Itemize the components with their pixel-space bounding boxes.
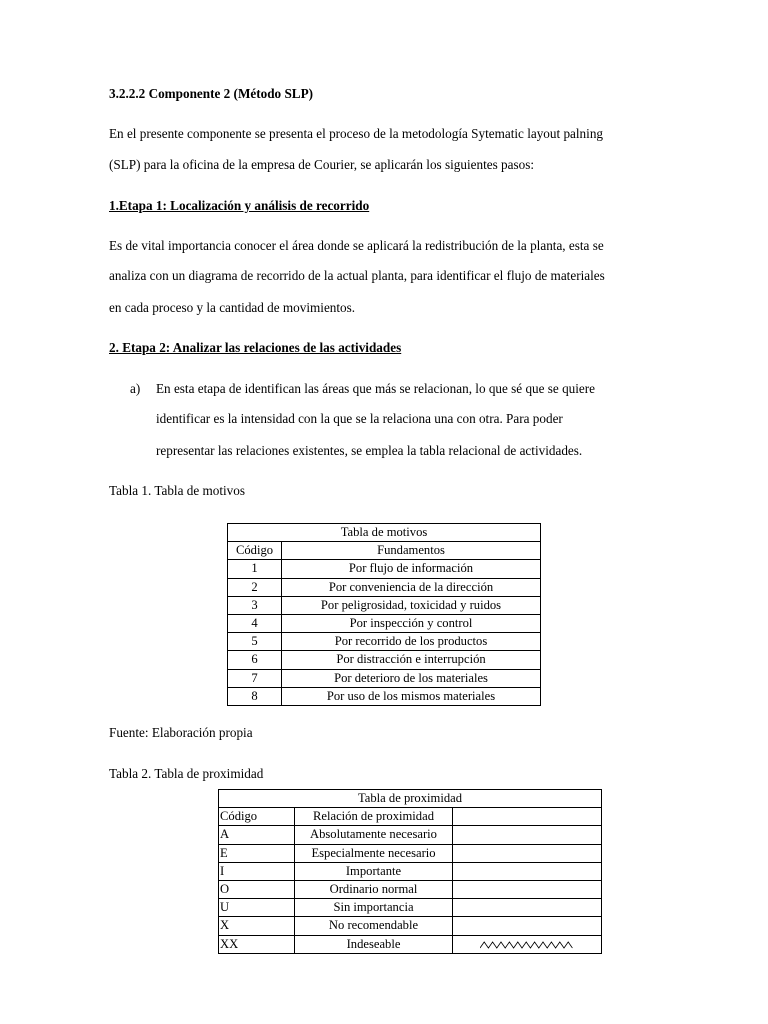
proximidad-relacion: Indeseable xyxy=(295,935,453,953)
motivo-code: 5 xyxy=(228,633,282,651)
motivos-header-codigo: Código xyxy=(228,542,282,560)
motivos-header-fundamentos: Fundamentos xyxy=(282,542,541,560)
proximidad-line-cell xyxy=(453,844,602,862)
motivo-code: 3 xyxy=(228,596,282,614)
proximidad-line-cell xyxy=(453,935,602,953)
motivo-code: 7 xyxy=(228,669,282,687)
table-row xyxy=(219,844,602,862)
proximidad-line-cell xyxy=(453,862,602,880)
table-row xyxy=(228,633,541,651)
proximidad-relacion: Absolutamente necesario xyxy=(295,826,453,844)
motivo-fundamento: Por conveniencia de la dirección xyxy=(282,578,541,596)
proximidad-line-cell xyxy=(453,899,602,917)
proximidad-line-cell xyxy=(453,826,602,844)
etapa2-line-3: representar las relaciones existentes, se emplea la tabla relacional de actividades. xyxy=(156,443,583,458)
proximidad-header-codigo: Código xyxy=(219,808,295,826)
tabla2-caption: Tabla 2. Tabla de proximidad xyxy=(109,766,264,781)
intro-line-2: (SLP) para la oficina de la empresa de Courier, se aplicarán los siguientes pasos: xyxy=(109,157,534,172)
proximidad-code: A xyxy=(219,826,295,844)
proximidad-relacion: Importante xyxy=(295,862,453,880)
proximidad-relacion: No recomendable xyxy=(295,917,453,935)
motivo-fundamento: Por recorrido de los productos xyxy=(282,633,541,651)
proximidad-code: XX xyxy=(219,935,295,953)
etapa1-title: 1.Etapa 1: Localización y análisis de recorrido xyxy=(109,198,370,213)
table-row xyxy=(219,899,602,917)
table-row xyxy=(219,862,602,880)
proximidad-code: I xyxy=(219,862,295,880)
etapa2-line-2: identificar es la intensidad con la que se la relaciona una con otra. Para poder xyxy=(156,411,563,426)
proximidad-code: O xyxy=(219,880,295,898)
motivo-fundamento: Por uso de los mismos materiales xyxy=(282,687,541,705)
tabla1-caption: Tabla 1. Tabla de motivos xyxy=(109,483,245,498)
section-heading: 3.2.2.2 Componente 2 (Método SLP) xyxy=(109,86,314,101)
intro-line-1: En el presente componente se presenta el proceso de la metodología Sytematic layout palning xyxy=(109,126,604,141)
table-row xyxy=(219,826,602,844)
etapa2-title: 2. Etapa 2: Analizar las relaciones de las actividades xyxy=(109,340,402,355)
motivo-code: 2 xyxy=(228,578,282,596)
motivos-table-title: Tabla de motivos xyxy=(228,524,541,542)
proximidad-header-relacion: Relación de proximidad xyxy=(295,808,453,826)
motivos-table xyxy=(227,523,541,706)
etapa1-line-2: analiza con un diagrama de recorrido de la actual planta, para identificar el flujo de materiales xyxy=(109,268,605,283)
etapa2-line-1: En esta etapa de identifican las áreas que más se relacionan, lo que sé que se quiere xyxy=(156,381,596,396)
proximidad-code: X xyxy=(219,917,295,935)
etapa1-line-1: Es de vital importancia conocer el área donde se aplicará la redistribución de la planta, esta se xyxy=(109,238,604,253)
motivo-code: 4 xyxy=(228,614,282,632)
proximidad-line-cell xyxy=(453,880,602,898)
proximidad-table xyxy=(218,789,602,954)
proximidad-relacion: Sin importancia xyxy=(295,899,453,917)
motivo-code: 8 xyxy=(228,687,282,705)
table-row xyxy=(228,687,541,705)
motivo-code: 6 xyxy=(228,651,282,669)
zigzag-line-icon xyxy=(480,940,574,950)
list-marker: a) xyxy=(130,381,141,396)
table-row xyxy=(228,560,541,578)
proximidad-code: U xyxy=(219,899,295,917)
proximidad-header-line xyxy=(453,808,602,826)
motivo-fundamento: Por distracción e interrupción xyxy=(282,651,541,669)
proximidad-table-title: Tabla de proximidad xyxy=(219,790,602,808)
etapa1-line-3: en cada proceso y la cantidad de movimientos. xyxy=(109,300,356,315)
motivo-fundamento: Por inspección y control xyxy=(282,614,541,632)
proximidad-relacion: Especialmente necesario xyxy=(295,844,453,862)
table-row xyxy=(228,596,541,614)
table-row xyxy=(219,935,602,953)
proximidad-line-cell xyxy=(453,917,602,935)
motivo-code: 1 xyxy=(228,560,282,578)
table-row xyxy=(228,614,541,632)
table-row xyxy=(219,880,602,898)
proximidad-relacion: Ordinario normal xyxy=(295,880,453,898)
table-row xyxy=(228,578,541,596)
motivo-fundamento: Por flujo de información xyxy=(282,560,541,578)
table-row xyxy=(219,917,602,935)
motivo-fundamento: Por peligrosidad, toxicidad y ruidos xyxy=(282,596,541,614)
table-row xyxy=(228,651,541,669)
proximidad-code: E xyxy=(219,844,295,862)
tabla1-source: Fuente: Elaboración propia xyxy=(109,725,253,740)
motivo-fundamento: Por deterioro de los materiales xyxy=(282,669,541,687)
table-row xyxy=(228,669,541,687)
